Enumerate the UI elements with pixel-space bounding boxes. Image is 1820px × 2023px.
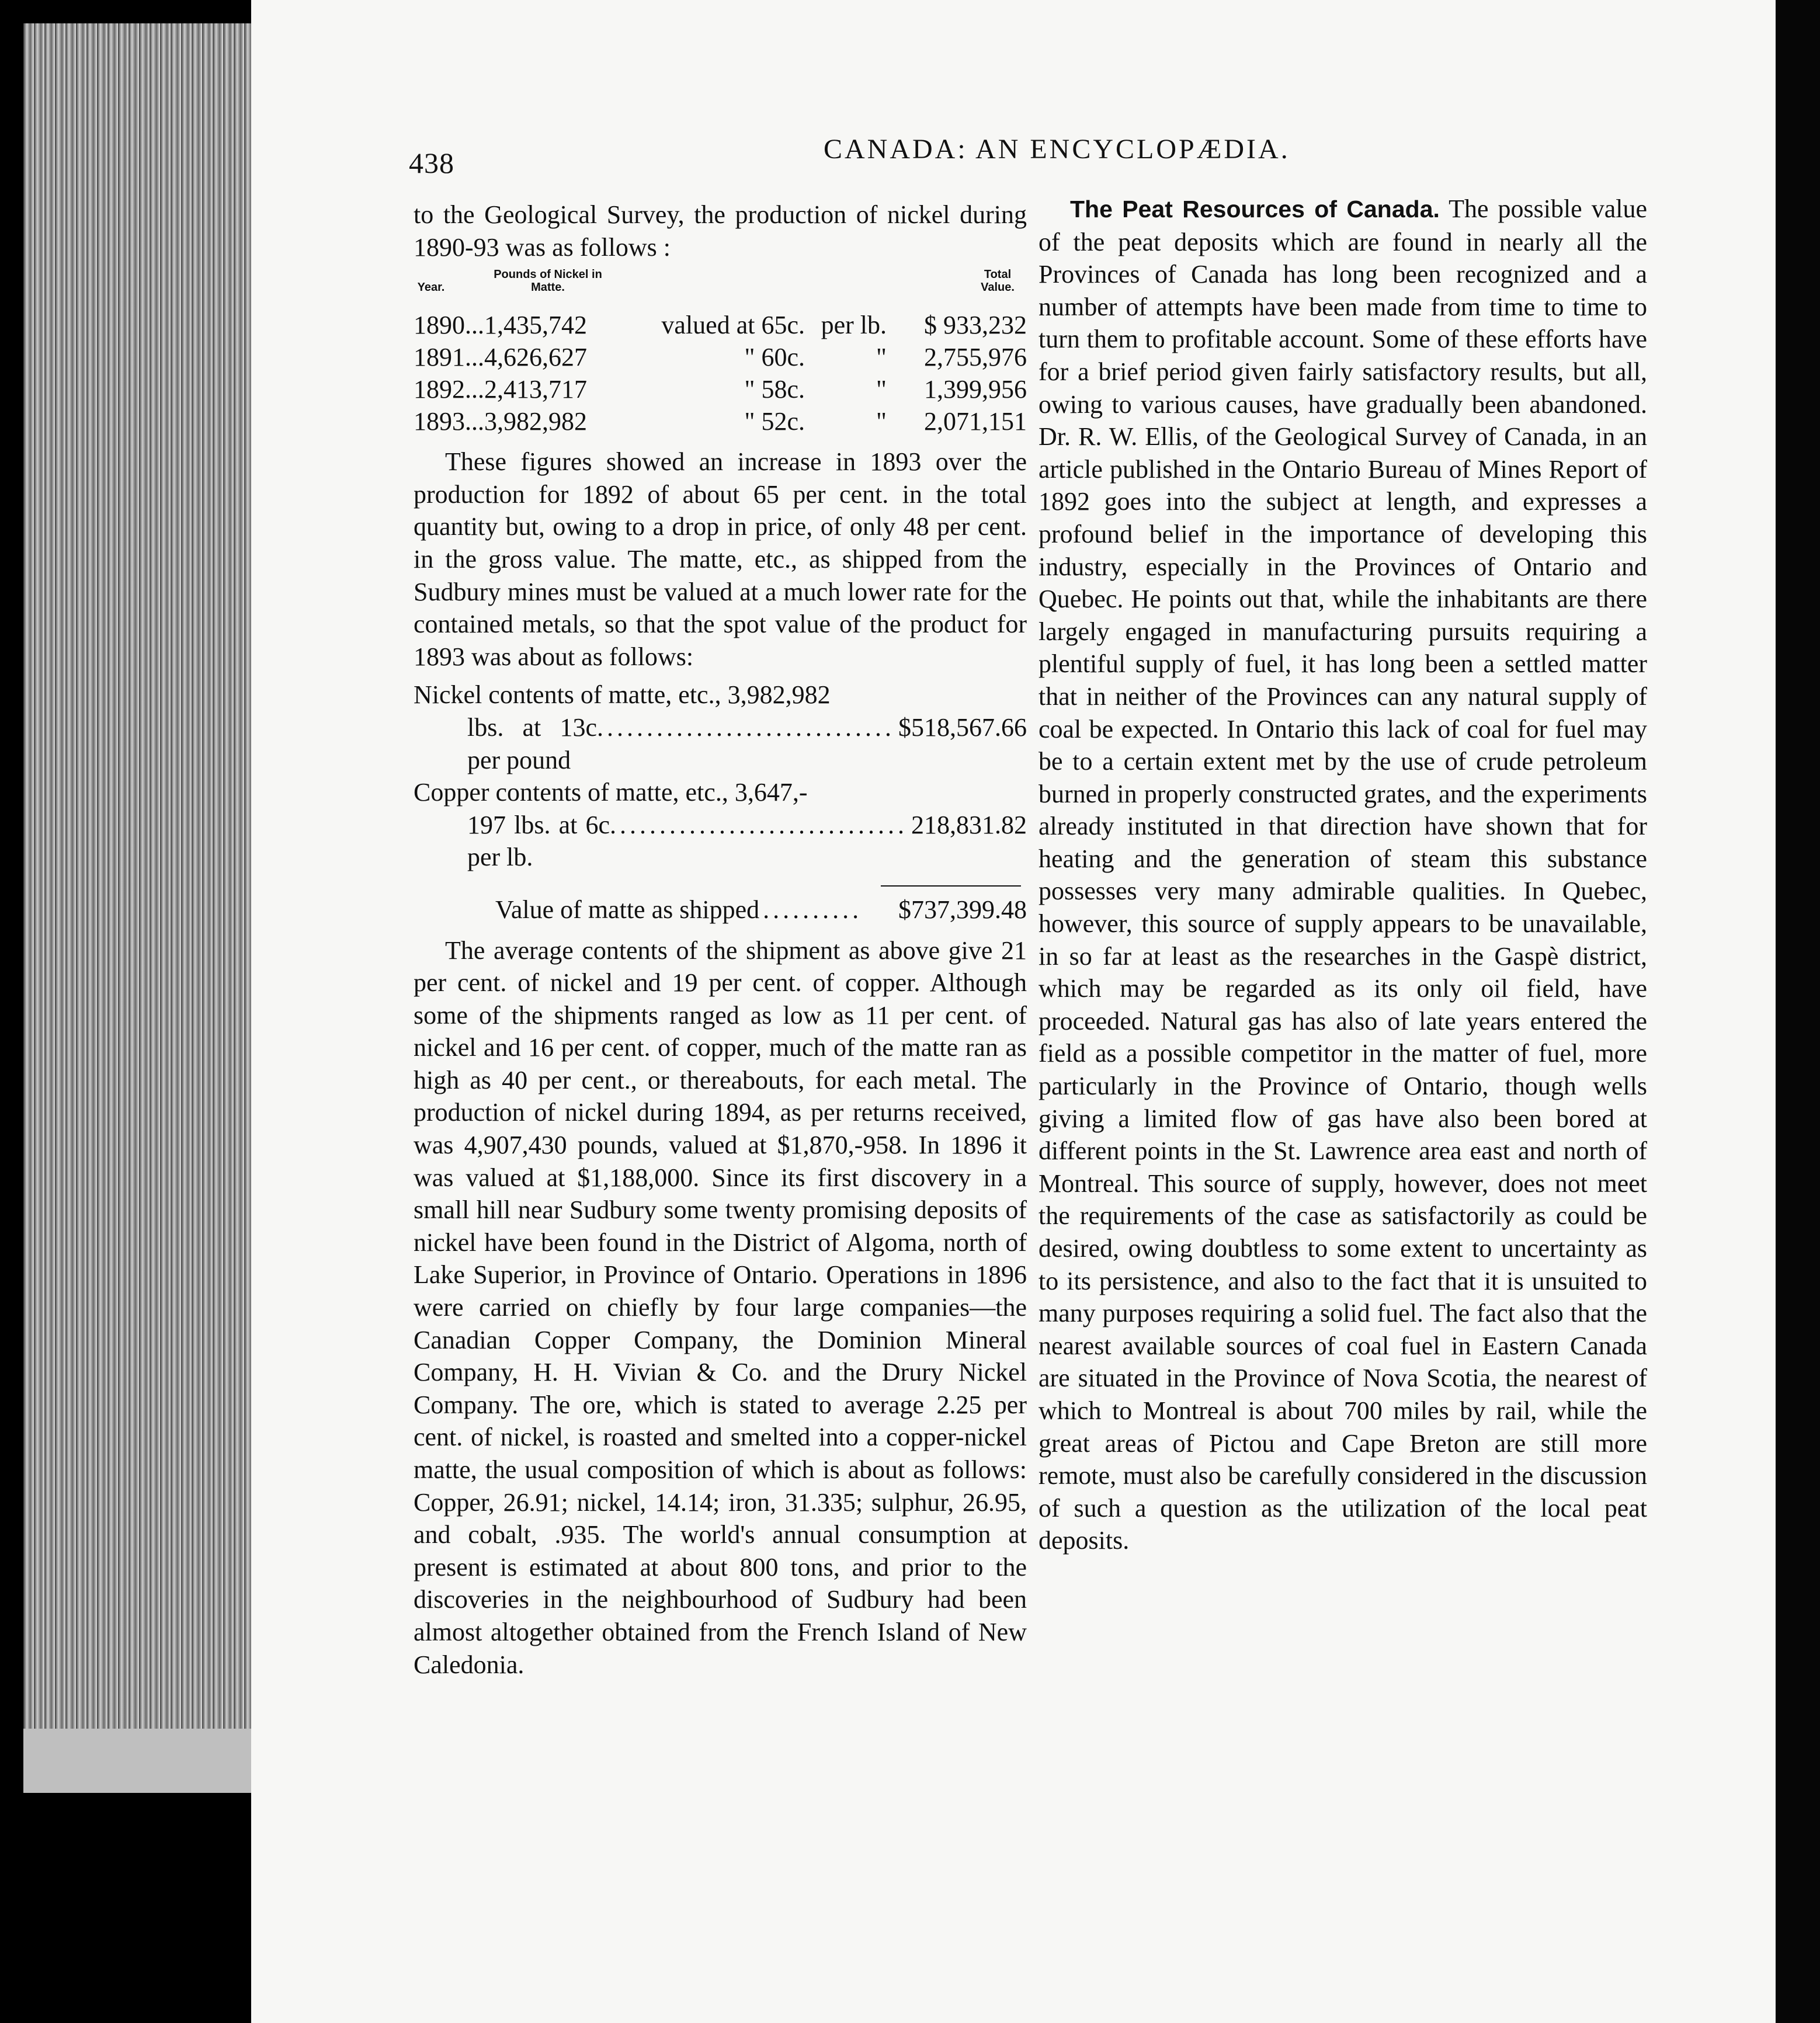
row-unit: "	[876, 375, 887, 404]
running-head	[409, 133, 1694, 180]
paragraph-shipments: The average contents of the shipment as above give 21 per cent. of nickel and 19 per cent. of copper. Although some of the shipments ranged as low as 11 per cent. of nickel and 16 per cent. of copper, much of the matte ran as high as 40 per cent., or thereabouts, for each metal. The production of nickel during 1894, as per returns received, was 4,907,430 pounds, valued at $1,870,-958. In 1896 it was valued at $1,188,000. Since its first discovery in a small hill near Sudbury some twenty promising deposits of nickel have been found in the District of Algoma, north of Lake Superior, in Province of Ontario. Operations in 1896 were carried on chiefly by four large companies—the Canadian Copper Company, the Dominion Mineral Company, H. H. Vivian & Co. and the Drury Nickel Company. The ore, which is stated to average 2.25 per cent. of nickel, is roasted and smelted into a copper-nickel matte, the usual composition of which is about as follows: Copper, 26.91; nickel, 14.14; iron, 31.335; sulphur, 26.95, and cobalt, .935. The world's annual consumption at present is estimated at about 800 tons, and prior to the discoveries in the neighbourhood of Sudbury had been almost altogether obtained from the French Island of New Caledonia.	[414, 936, 1027, 1679]
left-column	[414, 199, 1027, 1681]
total-line	[414, 894, 1027, 926]
table-row	[414, 309, 1027, 341]
page-number: 438	[409, 147, 454, 179]
value-breakdown	[414, 679, 1027, 926]
table-row	[414, 373, 1027, 405]
row-unit: "	[876, 407, 887, 436]
nickel-line: Nickel contents of matte, etc., 3,982,982	[414, 680, 831, 710]
paragraph-peat	[1038, 193, 1647, 1557]
peat-body: The possible value of the peat deposits which are found in nearly all the Provinces of Canada has long been recognized and a number of attempts have been made from time to time to turn them to profitable account. Some of these efforts have for a brief period given fairly satisfactory results, but all, owing to various causes, have gradually been abandoned. Dr. R. W. Ellis, of the Geological Survey of Canada, in an article published in the Ontario Bureau of Mines Report of 1892 goes into the subject at length, and expresses a profound belief in the importance of developing this industry, especially in the Provinces of Ontario and Quebec. He points out that, while the inhabitants are there largely engaged in manufacturing pursuits requiring a plentiful supply of fuel, it has long been a settled matter that in neither of the Provinces can any natural supply of coal be expected. In Ontario this lack of coal for fuel may be to a certain extent met by the use of crude petroleum burned in properly constructed grates, and the experiments already instituted in that direction have shown that for heating and the generation of steam this substance possesses very many admirable qualities. In Quebec, however, this source of supply appears to be unavailable, in so far at least as the researches in the Gaspè district, which may be regarded as its only oil field, have proceeded. Natural gas has also of late years entered the field as a possible competitor in the matter of fuel, more particularly in the Province of Ontario, though wells giving a limited flow of gas have also been bored at different points in the St. Lawrence area east and north of Montreal. This source of supply, however, does not meet the requirements of the case as satisfactorily as could be desired, owing doubtless to some extent to uncertainty as to its persistence, and also to the fact that it is unsuited to many purposes requiring a solid fuel. The fact also that the nearest available sources of coal fuel in Eastern Canada are situated in the Province of Nova Scotia, the nearest of which to Montreal is about 700 miles by rail, while the great areas of Pictou and Cape Breton are still more remote, must also be carefully considered in the discussion of such a question as the utilization of the local peat deposits.	[1038, 194, 1647, 1555]
paragraph-figures: These figures showed an increase in 1893 over the production for 1892 of about 65 per cent. in the total quantity but, owing to a drop in price, of only 48 per cent. in the gross value. The matte, etc., as shipped from the Sudbury mines must be valued at a much lower rate for the contained metals, so that the spot value of the product for 1893 was about as follows:	[414, 447, 1027, 671]
page-edge-stack	[23, 23, 275, 1775]
copper-amount-label: 197 lbs. at 6c. per lb.	[467, 810, 616, 872]
right-scan-border	[1776, 0, 1820, 2023]
row-value: 2,071,151	[924, 407, 1027, 436]
row-year-pounds: 1893...3,982,982	[414, 407, 587, 436]
header-year: Year.	[417, 281, 445, 294]
row-unit: per lb.	[821, 311, 887, 340]
header-pounds: Pounds of Nickel in Matte.	[494, 268, 602, 294]
table-row	[414, 341, 1027, 373]
row-year-pounds: 1890...1,435,742	[414, 311, 587, 340]
header-total: Total Value.	[981, 268, 1015, 294]
sum-rule	[881, 885, 1021, 887]
leader-dots: .............................	[607, 712, 895, 742]
row-rate: " 60c.	[744, 343, 805, 372]
intro-text: to the Geological Survey, the production of nickel during 1890-93 was as follows :	[414, 200, 1027, 262]
table-header	[414, 263, 1027, 309]
table-row	[414, 405, 1027, 437]
copper-amount-line	[414, 809, 1027, 874]
row-value: $ 933,232	[924, 311, 1027, 340]
section-heading: The Peat Resources of Canada.	[1070, 196, 1440, 223]
row-rate: " 58c.	[744, 375, 805, 404]
right-column	[1038, 193, 1647, 1557]
row-rate: " 52c.	[744, 407, 805, 436]
row-value: 2,755,976	[924, 343, 1027, 372]
row-unit: "	[876, 343, 887, 372]
row-rate: valued at 65c.	[661, 311, 805, 340]
page-edge-bottom	[23, 1729, 275, 1793]
nickel-amount-value: $518,567.66	[898, 712, 1027, 742]
row-year-pounds: 1892...2,413,717	[414, 375, 587, 404]
row-year-pounds: 1891...4,626,627	[414, 343, 587, 372]
copper-line: Copper contents of matte, etc., 3,647,-	[414, 778, 808, 807]
leader-dots: ..........	[763, 895, 863, 924]
leader-dots: .............................	[620, 810, 908, 839]
copper-amount-value: 218,831.82	[911, 810, 1027, 839]
nickel-amount-label: lbs. at 13c. per pound	[467, 712, 603, 774]
running-title: CANADA: AN ENCYCLOPÆDIA.	[824, 134, 1290, 165]
total-value: $737,399.48	[898, 895, 1027, 924]
nickel-amount-line	[414, 711, 1027, 776]
total-label: Value of matte as shipped	[495, 895, 760, 924]
row-value: 1,399,956	[924, 375, 1027, 404]
